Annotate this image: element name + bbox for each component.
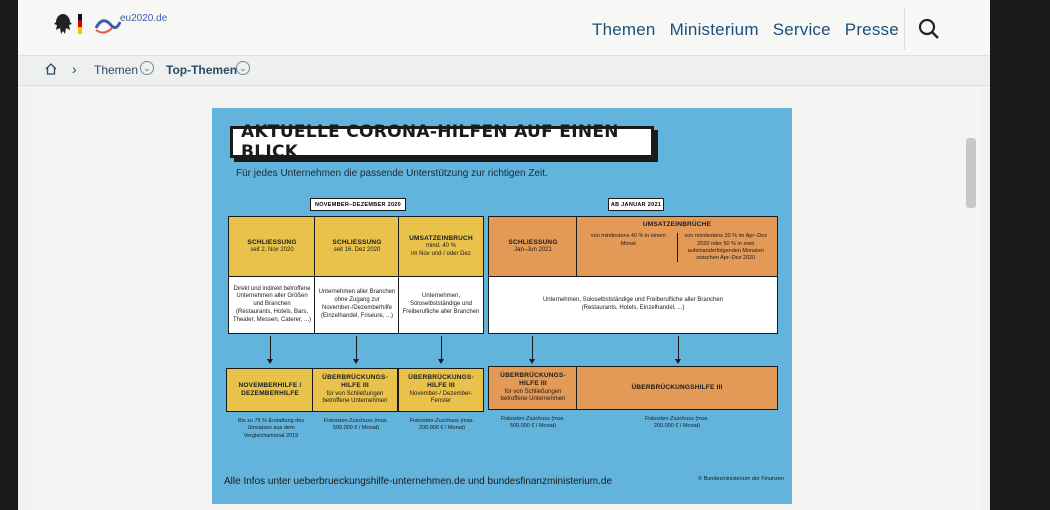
arrow-down-icon: [532, 336, 533, 360]
browser-screen: [18, 0, 990, 510]
nav-themen[interactable]: Themen: [592, 20, 656, 39]
aid-name: ÜBERBRÜCKUNGS-HILFE III: [500, 371, 566, 388]
aid-name: NOVEMBERHILFE / DEZEMBERHILFE: [238, 381, 302, 397]
scrollbar[interactable]: [966, 138, 976, 208]
criteria-heading: UMSATZEINBRUCH: [409, 234, 473, 242]
target-group-3: [398, 276, 484, 334]
breadcrumb-separator-icon: ›: [72, 61, 77, 77]
period-tag-left: NOVEMBER–DEZEMBER 2020: [310, 198, 406, 211]
aid-november-december: [226, 368, 314, 412]
arrow-down-icon: [678, 336, 679, 360]
target-group-2: [314, 276, 400, 334]
target-text: Unternehmen aller Branchen ohne Zugang zur November-/Dezemberhilfe: [318, 289, 396, 311]
target-group-1: [228, 276, 316, 334]
aid-scope: für von Schließungen betroffene Unternehmen: [500, 388, 566, 403]
aid-scope: November-/ Dezember-Fenster: [409, 390, 473, 405]
aid-name: ÜBERBRÜCKUNGS-HILFE III: [408, 373, 474, 390]
german-flag-bar: [78, 14, 82, 34]
site-header: [18, 0, 990, 56]
criteria-options: [580, 233, 774, 262]
home-icon[interactable]: [44, 62, 58, 76]
aid-note-4: Fixkosten-Zuschuss (max. 500.000 € / Monat): [500, 416, 566, 430]
arrow-down-icon: [441, 336, 442, 360]
target-text: Unternehmen, Soloselbstständige und Freiberufliche aller Branchen: [542, 297, 724, 304]
breadcrumb-top-themen[interactable]: Top-Themen: [166, 63, 238, 77]
corona-aid-infographic: [212, 108, 792, 504]
target-text: Direkt und indirekt betroffene Unternehmen aller Größen und Branchen: [233, 285, 311, 308]
infographic-title: AKTUELLE CORONA-HILFEN AUF EINEN BLICK: [230, 126, 654, 158]
criteria-option-a: von mindestens 40 % in einem Monat: [580, 233, 678, 262]
aid-bridging-nov-dec: [398, 368, 484, 412]
criteria-revenue-drops-2021: [576, 216, 778, 278]
nav-presse[interactable]: Presse: [844, 20, 899, 39]
target-group-4: [488, 276, 778, 334]
eu2020-logo-text: eu2020.de: [120, 13, 168, 24]
criteria-heading: SCHLIESSUNG: [508, 238, 558, 246]
criteria-closure-nov: [228, 216, 316, 278]
target-examples: (Restaurants, Hotels, Bars, Theater, Messen, Caterer, ...): [232, 308, 312, 323]
infographic-footer-links: Alle Infos unter ueberbrueckungshilfe-unternehmen.de und bundesfinanzministerium.de: [224, 476, 613, 487]
target-text: Unternehmen, Soloselbstständige und Freiberufliche aller Branchen: [402, 293, 480, 315]
criteria-date: seit 16. Dez 2020: [333, 247, 381, 254]
aid-note-2: Fixkosten-Zuschuss (max. 500.000 € / Monat): [323, 418, 389, 432]
criteria-revenue-drop: [398, 216, 484, 278]
chevron-down-icon[interactable]: ⌄: [140, 61, 154, 75]
chevron-down-icon[interactable]: ⌄: [236, 61, 250, 75]
aid-note-3: Fixkosten-Zuschuss (max. 200.000 € / Monat): [409, 418, 475, 432]
breadcrumb-themen[interactable]: Themen: [94, 63, 139, 77]
criteria-heading: UMSATZEINBRÜCHE: [642, 221, 712, 228]
infographic-copyright: © Bundesministerium der Finanzen: [698, 476, 784, 482]
criteria-heading: SCHLIESSUNG: [247, 238, 297, 246]
nav-service[interactable]: Service: [772, 20, 831, 39]
criteria-closure-dec: [314, 216, 400, 278]
nav-ministerium[interactable]: Ministerium: [669, 20, 759, 39]
search-icon: [918, 18, 940, 40]
aid-name: ÜBERBRÜCKUNGS-HILFE III: [322, 373, 388, 390]
arrow-down-icon: [270, 336, 271, 360]
aid-bridging-2021: [576, 366, 778, 410]
federal-eagle-icon[interactable]: [52, 12, 74, 36]
aid-bridging-closures: [312, 368, 398, 412]
search-button[interactable]: [904, 8, 952, 50]
target-examples: (Einzelhandel, Friseure, ...): [320, 312, 394, 319]
criteria-heading: SCHLIESSUNG: [332, 238, 382, 246]
criteria-period: im Nov und / oder Dez: [411, 251, 471, 258]
aid-name: ÜBERBRÜCKUNGSHILFE III: [631, 383, 723, 391]
main-nav: [592, 20, 899, 40]
breadcrumb: [18, 56, 990, 86]
aid-scope: für von Schließungen betroffene Unternehmen: [322, 390, 388, 405]
target-examples: (Restaurants, Hotels, Einzelhandel, ...): [581, 305, 685, 311]
aid-bridging-closures-2021: [488, 366, 578, 410]
infographic-subtitle: Für jedes Unternehmen die passende Unterstützung zur richtigen Zeit.: [236, 168, 548, 179]
criteria-threshold: mind. 40 %: [425, 243, 456, 250]
criteria-option-b: von mindestens 30 % im Apr–Dez 2020 oder 50 % in zwei aufeinanderfolgenden Monaten zwischen Apr–Dez 2020: [684, 233, 768, 261]
criteria-closure-2021: [488, 216, 578, 278]
arrow-down-icon: [356, 336, 357, 360]
aid-note-1: Bis zu 75 % Erstattung des Umsatzes aus dem Vergleichsmonat 2019: [237, 418, 305, 439]
criteria-date: seit 2. Nov 2020: [250, 247, 294, 254]
criteria-date: Jan–Jun 2021: [514, 247, 552, 254]
aid-note-5: Fixkosten-Zuschuss (max. 200.000 € / Monat): [644, 416, 710, 430]
period-tag-right: AB JANUAR 2021: [608, 198, 664, 211]
